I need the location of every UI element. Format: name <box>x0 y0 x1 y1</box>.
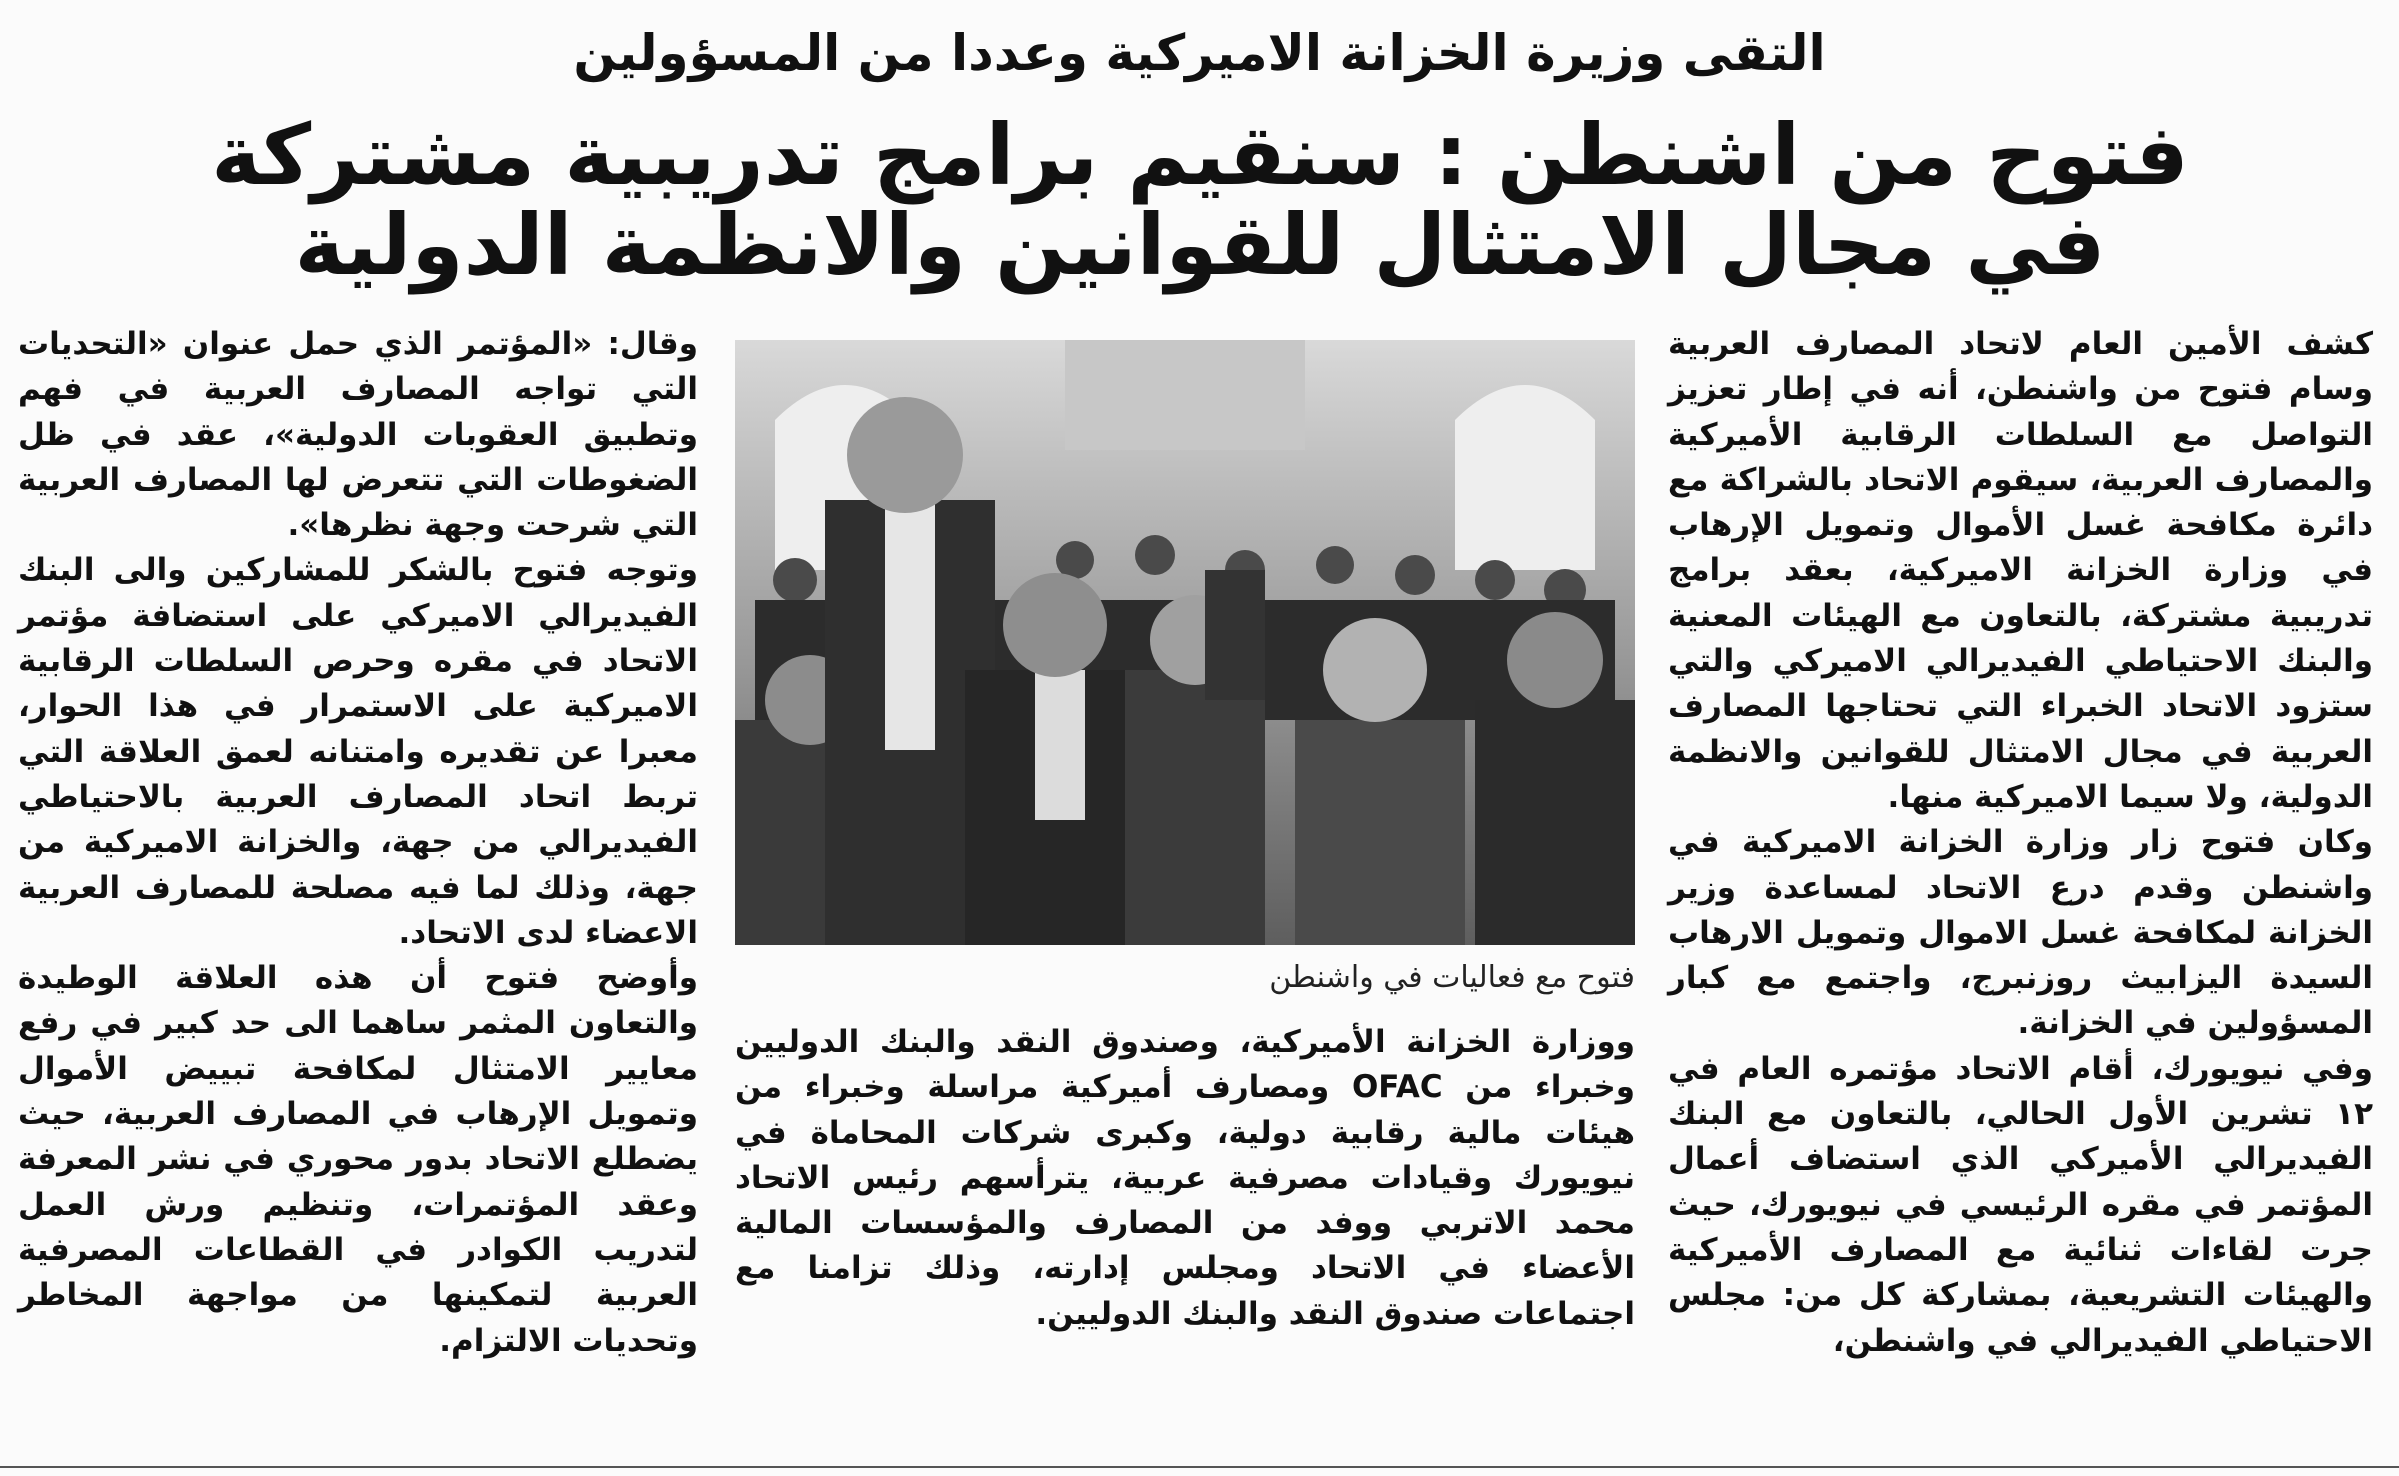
article-kicker: التقى وزيرة الخزانة الاميركية وعددا من المسؤولين <box>573 24 1826 82</box>
group-photo-image <box>735 340 1635 945</box>
bottom-rule <box>0 1466 2399 1468</box>
paragraph: ووزارة الخزانة الأميركية، وصندوق النقد والبنك الدوليين وخبراء من OFAC ومصارف أميركية مراسلة وخبراء من هيئات مالية رقابية دولية، وكبرى شركات المحاماة في نيويورك وقيادات مصرفية عربية، يترأسهم رئيس الاتحاد محمد الاتربي ووفد من المصارف والمؤسسات المالية الأعضاء في الاتحاد ومجلس إدارته، وذلك تزامنا مع اجتماعات صندوق النقد والبنك الدوليين. <box>735 1024 1635 1332</box>
paragraph: وتوجه فتوح بالشكر للمشاركين والى البنك الفيديرالي الاميركي على استضافة مؤتمر الاتحاد في مقره وحرص السلطات الرقابية الاميركية على الاستمرار في هذا الحوار، معبرا عن تقديره وامتنانه لعمق العلاقة التي تربط اتحاد المصارف العربية بالاحتياطي الفيديرالي من جهة، والخزانة الاميركية من جهة، وذلك لما فيه مصلحة للمصارف العربية الاعضاء لدى الاتحاد. <box>18 552 698 951</box>
article-column-left <box>18 322 698 1447</box>
article-column-right <box>1668 322 2373 1447</box>
paragraph: وفي نيويورك، أقام الاتحاد مؤتمره العام في ١٢ تشرين الأول الحالي، بالتعاون مع البنك الفيديرالي الأميركي الذي استضاف أعمال المؤتمر في مقره الرئيسي في نيويورك، حيث جرت لقاءات ثنائية مع المصارف الأميركية والهيئات التشريعية، بمشاركة كل من: مجلس الاحتياطي الفيديرالي في واشنطن، <box>1668 1050 2373 1359</box>
paragraph: وأوضح فتوح أن هذه العلاقة الوطيدة والتعاون المثمر ساهما الى حد كبير في رفع معايير الامتثال لمكافحة تبييض الأموال وتمويل الإرهاب في المصارف العربية، حيث يضطلع الاتحاد بدور محوري في نشر المعرفة وعقد المؤتمرات، وتنظيم ورش العمل لتدريب الكوادر في القطاعات المصرفية العربية لتمكينها من مواجهة المخاطر وتحديات الالتزام. <box>18 960 698 1359</box>
article-photo <box>735 340 1635 945</box>
article-headline-line-1: فتوح من اشنطن : سنقيم برامج تدريبية مشتركة <box>211 106 2189 204</box>
paragraph: وكان فتوح زار وزارة الخزانة الاميركية في واشنطن وقدم درع الاتحاد لمساعدة وزير الخزانة لمكافحة غسل الاموال وتمويل الارهاب السيدة اليزابيث روزنبرج، واجتمع مع كبار المسؤولين في الخزانة. <box>1668 824 2373 1042</box>
article-column-middle <box>735 1020 1635 1440</box>
photo-caption: فتوح مع فعاليات في واشنطن <box>1269 960 1635 995</box>
paragraph: وقال: «المؤتمر الذي حمل عنوان «التحديات التي تواجه المصارف العربية في فهم وتطبيق العقوبات الدولية»، عقد في ظل الضغوطات التي تتعرض لها المصارف العربية التي شرحت وجهة نظرها». <box>18 326 698 544</box>
paragraph: كشف الأمين العام لاتحاد المصارف العربية وسام فتوح من واشنطن، أنه في إطار تعزيز التواصل مع السلطات الرقابية الأميركية والمصارف العربية، سيقوم الاتحاد بالشراكة مع دائرة مكافحة غسل الأموال وتمويل الإرهاب في وزارة الخزانة الاميركية، بعقد برامج تدريبية مشتركة، بالتعاون مع الهيئات المعنية والبنك الاحتياطي الفيديرالي الاميركي والتي ستزود الاتحاد الخبراء التي تحتاجها المصارف العربية في مجال الامتثال للقوانين والانظمة الدولية، ولا سيما الاميركية منها. <box>1668 326 2373 815</box>
article-headline-line-2: في مجال الامتثال للقوانين والانظمة الدولية <box>294 196 2106 294</box>
